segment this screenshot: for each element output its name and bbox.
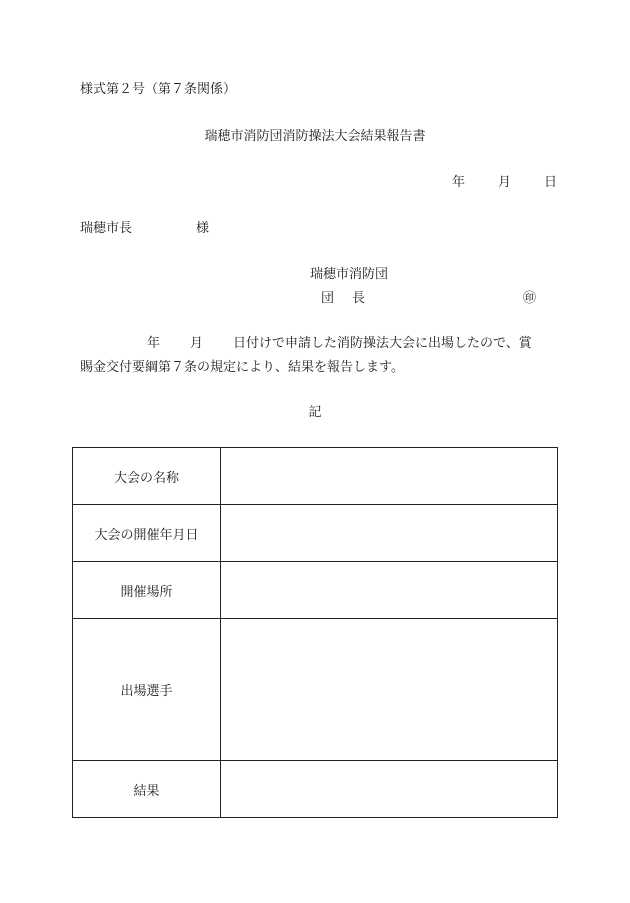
body-month-label: 月 xyxy=(190,336,204,351)
body-line1-text: 日付けで申請した消防操法大会に出場したので、賞 xyxy=(233,336,532,351)
row-value-event-name[interactable] xyxy=(221,448,558,505)
table-row xyxy=(73,562,558,619)
report-table xyxy=(72,447,558,818)
table-row xyxy=(73,761,558,818)
table-row xyxy=(73,619,558,761)
date-year-label: 年 xyxy=(452,175,466,190)
sender-title-part2: 長 xyxy=(352,291,366,306)
sender-title-part1: 団 xyxy=(321,291,335,306)
addressee xyxy=(80,221,209,237)
row-value-result[interactable] xyxy=(221,761,558,818)
row-value-event-date[interactable] xyxy=(221,505,558,562)
row-value-venue[interactable] xyxy=(221,562,558,619)
table-row xyxy=(73,448,558,505)
body-year-label: 年 xyxy=(147,336,161,351)
row-label-event-name: 大会の名称 xyxy=(73,448,221,505)
seal-mark: ㊞ xyxy=(523,291,537,306)
row-label-participants: 出場選手 xyxy=(73,619,221,761)
date-line xyxy=(452,175,557,191)
row-label-event-date: 大会の開催年月日 xyxy=(73,505,221,562)
sender-organization: 瑞穂市消防団 xyxy=(310,267,389,282)
date-month-label: 月 xyxy=(498,175,512,190)
ki-heading: 記 xyxy=(308,405,322,420)
table-row xyxy=(73,505,558,562)
form-number: 様式第２号（第７条関係） xyxy=(80,82,237,97)
addressee-name: 瑞穂市長 xyxy=(80,221,133,236)
addressee-honorific: 様 xyxy=(196,221,210,236)
document-title: 瑞穂市消防団消防操法大会結果報告書 xyxy=(204,129,426,144)
body-text-line-2: 賜金交付要綱第７条の規定により、結果を報告します。 xyxy=(80,360,404,375)
body-text-line-1 xyxy=(147,336,532,352)
row-label-result: 結果 xyxy=(73,761,221,818)
row-value-participants[interactable] xyxy=(221,619,558,761)
sender-title xyxy=(321,291,365,307)
row-label-venue: 開催場所 xyxy=(73,562,221,619)
date-day-label: 日 xyxy=(544,175,558,190)
